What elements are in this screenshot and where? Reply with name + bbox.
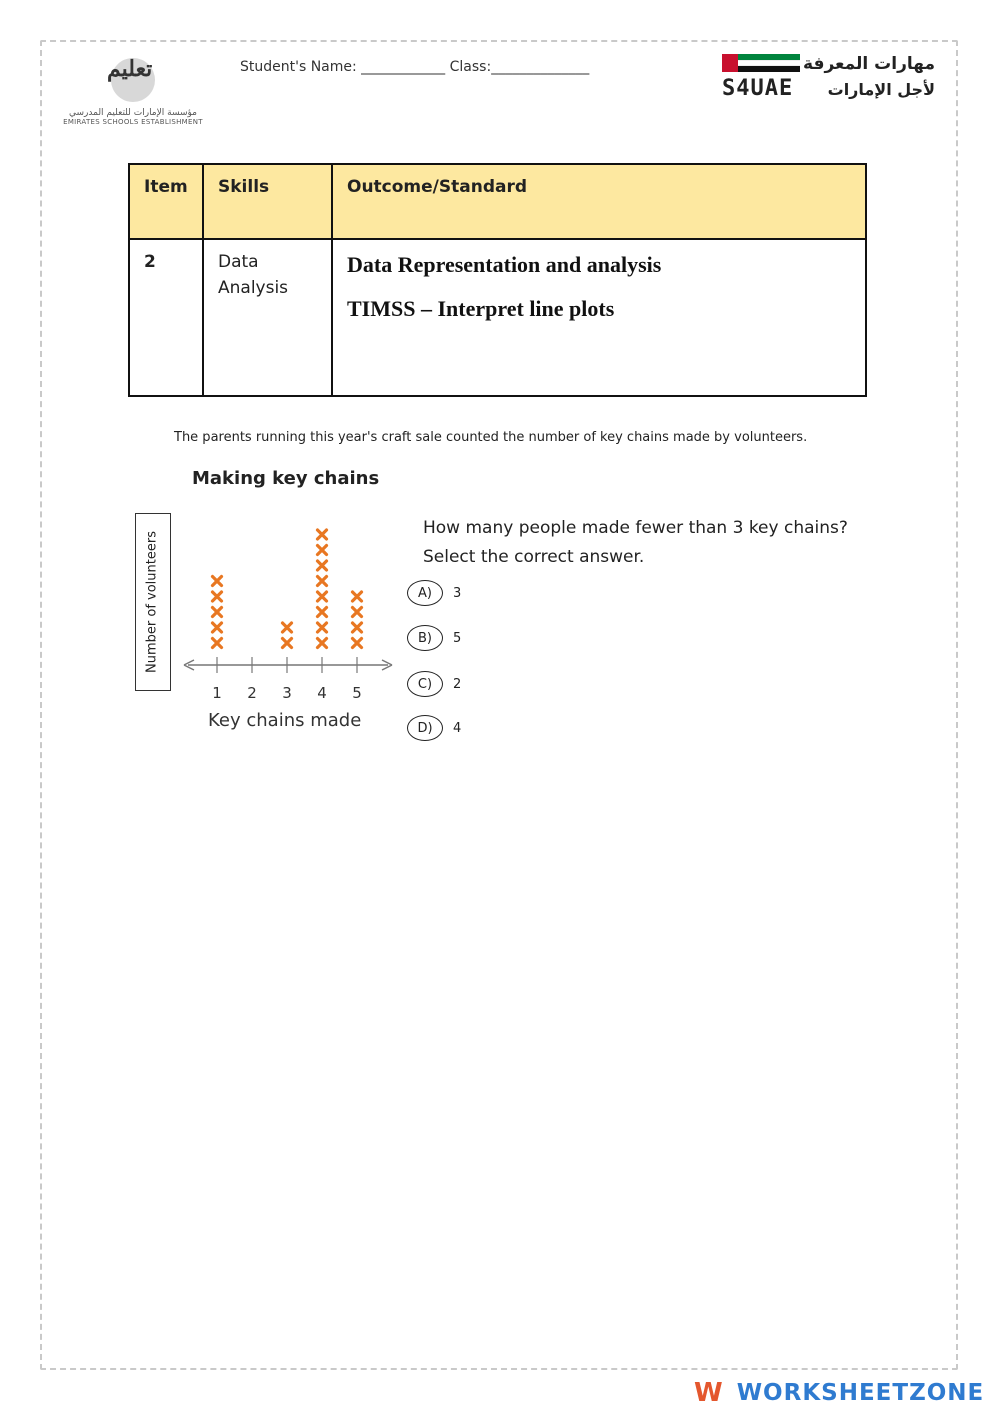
worksheetzone-footer [694,1378,984,1408]
logo-circle [107,56,155,102]
x-mark-4-4 [318,592,327,601]
x-mark-5-2 [353,623,362,632]
x-mark-1-1 [213,639,222,648]
header-skills: Skills [203,164,332,239]
student-header [240,59,589,75]
logo-right-arabic-bottom: لأجل الإمارات [827,80,935,99]
x-mark-5-4 [353,592,362,601]
x-mark-1-4 [213,592,222,601]
student-name-field[interactable]: Student's Name: ____________ [240,59,446,75]
ese-logo [58,58,208,126]
skills-line-1: Data [218,252,259,272]
x-tick-label-2: 2 [247,684,257,702]
logo-right-english: S4UAE [722,76,794,101]
x-mark-4-6 [318,561,327,570]
class-field[interactable]: Class:______________ [449,59,590,75]
x-tick-label-4: 4 [317,684,327,702]
option-c[interactable] [407,671,461,697]
x-mark-4-1 [318,639,327,648]
skills-line-2: Analysis [218,278,289,298]
x-mark-3-1 [283,639,292,648]
outcome-table [128,163,867,397]
header-outcome: Outcome/Standard [332,164,866,239]
logo-right-arabic-top: مهارات المعرفة [803,54,935,74]
logo-arabic-text: تعليم [107,56,153,82]
option-a[interactable] [407,580,461,606]
option-c-value: 2 [453,676,462,692]
x-tick-label-1: 1 [212,684,222,702]
table-header-row [129,164,866,239]
x-mark-4-3 [318,608,327,617]
x-tick-label-3: 3 [282,684,292,702]
cell-item: 2 [129,239,203,396]
option-d[interactable] [407,715,461,741]
option-a-bubble[interactable]: A) [407,580,443,606]
x-mark-4-2 [318,623,327,632]
option-c-bubble[interactable]: C) [407,671,443,697]
x-mark-4-8 [318,530,327,539]
x-tick-label-5: 5 [352,684,362,702]
intro-text: The parents running this year's craft sale counted the number of key chains made by volunteers. [174,430,808,445]
header-item: Item [129,164,203,239]
outcome-line-1: Data Representation and analysis [347,252,662,277]
worksheetzone-brand: WORKSHEETZONE [736,1380,985,1406]
x-mark-1-5 [213,577,222,586]
logo-subtitle-arabic: مؤسسة الإمارات للتعليم المدرسي [69,108,197,118]
option-b-bubble[interactable]: B) [407,625,443,651]
question [423,514,848,572]
x-mark-4-7 [318,546,327,555]
option-a-value: 3 [453,585,462,601]
x-mark-5-1 [353,639,362,648]
x-mark-4-5 [318,577,327,586]
option-b-value: 5 [453,630,462,646]
line-plot [180,505,400,710]
x-axis-label: Key chains made [208,710,362,731]
x-mark-5-3 [353,608,362,617]
chart-title: Making key chains [192,468,380,489]
outcome-line-2: TIMSS – Interpret line plots [347,296,615,321]
x-mark-1-3 [213,608,222,617]
cell-outcome [332,239,866,396]
x-mark-3-2 [283,623,292,632]
question-line-1: How many people made fewer than 3 key chains? [423,518,848,538]
y-axis-label: Number of volunteers [144,531,160,673]
option-b[interactable] [407,625,461,651]
uae-flag-icon [722,54,800,72]
cell-skills [203,239,332,396]
option-d-bubble[interactable]: D) [407,715,443,741]
logo-subtitle-english: EMIRATES SCHOOLS ESTABLISHMENT [63,118,203,126]
x-mark-1-2 [213,623,222,632]
option-d-value: 4 [453,720,462,736]
s4uae-logo [722,52,937,102]
question-line-2: Select the correct answer. [423,547,645,567]
worksheetzone-w-icon: W [694,1378,723,1408]
table-row [129,239,866,396]
